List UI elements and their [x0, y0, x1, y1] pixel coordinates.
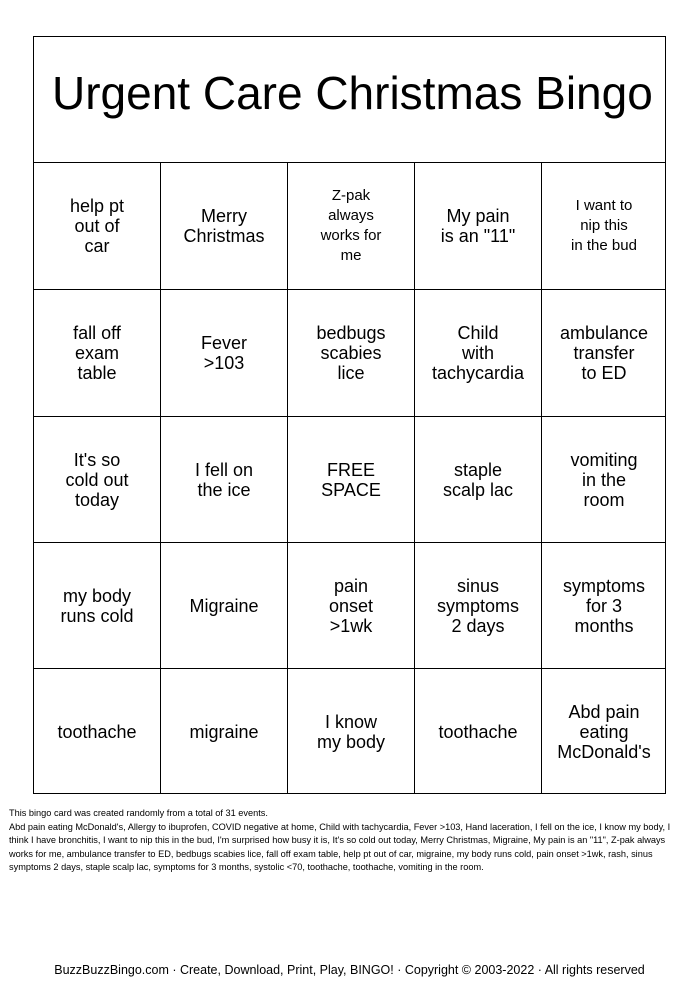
cell-text: my body runs cold: [60, 585, 134, 626]
cell-text: I want to nip this in the bud: [571, 197, 637, 254]
cell-text: Fever >103: [200, 333, 247, 373]
bingo-card: [33, 36, 666, 794]
cell-text: toothache: [57, 721, 137, 742]
cell-text: sinus symptoms 2 days: [436, 575, 519, 636]
bingo-cell: [415, 669, 542, 794]
cell-text: Z-pak always works for me: [320, 187, 382, 264]
bingo-cell: [415, 543, 542, 669]
cell-text: bedbugs scabies lice: [316, 323, 386, 383]
bingo-cell: [34, 290, 161, 417]
bingo-cell: [542, 543, 666, 669]
bingo-grid: [34, 163, 665, 794]
cell-text: ambulance transfer to ED: [559, 323, 649, 383]
event-list-footnote: [9, 807, 691, 875]
bingo-cell: [34, 417, 161, 543]
bingo-cell: [542, 417, 666, 543]
cell-text: It's so cold out today: [65, 449, 129, 510]
footnote-summary: This bingo card was created randomly from a total of 31 events.: [9, 808, 268, 818]
title-box: [34, 37, 665, 163]
bingo-cell: [415, 417, 542, 543]
free-space-cell: [288, 417, 415, 543]
cell-text: I fell on the ice: [194, 459, 254, 500]
bingo-cell: [415, 163, 542, 290]
bingo-cell: [542, 163, 666, 290]
bingo-cell: [34, 669, 161, 794]
card-title: Urgent Care Christmas Bingo: [52, 67, 653, 119]
bingo-cell: [161, 290, 288, 417]
cell-text: Abd pain eating McDonald's: [557, 701, 651, 762]
cell-text: My pain is an "11": [440, 206, 516, 246]
cell-text: Merry Christmas: [183, 206, 265, 246]
bingo-cell: [542, 290, 666, 417]
bingo-cell: [288, 290, 415, 417]
footnote-events: Abd pain eating McDonald's, Allergy to ibuprofen, COVID negative at home, Child with tachycardia, Fever >103, Hand laceration, I fell on the ice, I know my body, I think I have bronchitis, I want to nip this in the bud, I'm surprised how busy it is, It's so cold out today, Merry Christmas, Migraine, My pain is an "11", Z-pak always works for me, ambulance transfer to ED, bedbugs scabies lice, fall off exam table, help pt out of car, migraine, my body runs cold, pain onset >1wk, rash, sinus symptoms 2 days, staple scalp lac, symptoms for 3 months, systolic <70, toothache, toothache, vomiting in the room.: [9, 821, 671, 872]
cell-text: Migraine: [189, 595, 259, 616]
bingo-cell: [415, 290, 542, 417]
cell-text: toothache: [438, 721, 518, 742]
cell-text: Child with tachycardia: [431, 323, 525, 383]
bingo-cell: [34, 543, 161, 669]
cell-text: vomiting in the room: [570, 449, 638, 510]
site-footer: BuzzBuzzBingo.com · Create, Download, Print, Play, BINGO! · Copyright © 2003-2022 · All rights reserved: [54, 963, 645, 977]
bingo-cell: [288, 163, 415, 290]
cell-text: migraine: [189, 721, 259, 742]
cell-text: fall off exam table: [73, 323, 121, 383]
cell-text: I know my body: [316, 711, 386, 752]
cell-text: help pt out of car: [69, 196, 125, 256]
cell-text: staple scalp lac: [442, 459, 514, 500]
cell-text: FREE SPACE: [321, 459, 381, 500]
cell-text: symptoms for 3 months: [562, 575, 645, 636]
bingo-cell: [161, 669, 288, 794]
bingo-cell: [161, 163, 288, 290]
bingo-cell: [288, 543, 415, 669]
bingo-cell: [288, 669, 415, 794]
cell-text: pain onset >1wk: [328, 575, 374, 636]
bingo-cell: [161, 543, 288, 669]
bingo-cell: [161, 417, 288, 543]
bingo-cell: [34, 163, 161, 290]
bingo-cell: [542, 669, 666, 794]
